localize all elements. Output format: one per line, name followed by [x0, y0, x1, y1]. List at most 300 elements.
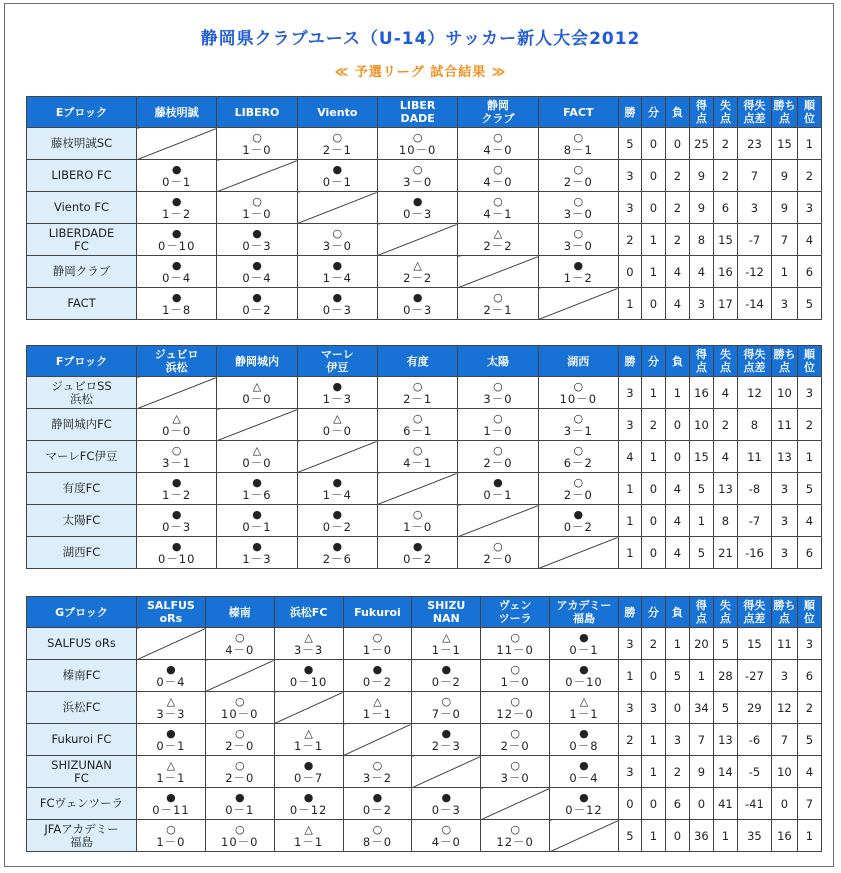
stat-value: 3 — [797, 192, 821, 224]
match-score: 2－0 — [563, 174, 593, 189]
result-mark: △ — [493, 226, 503, 240]
match-score: 0－1 — [242, 519, 272, 534]
match-score: 0－3 — [162, 519, 192, 534]
match-score: 0－12 — [565, 802, 603, 817]
table-row — [27, 441, 822, 473]
match-score: 0－2 — [563, 519, 593, 534]
match-score: 2－3 — [431, 738, 461, 753]
match-result-cell — [458, 473, 538, 505]
match-score: 3－2 — [362, 770, 393, 785]
stat-value: 1 — [713, 820, 737, 852]
match-result-cell — [538, 473, 618, 505]
stat-value: 1 — [771, 256, 797, 288]
match-result-cell — [137, 256, 217, 288]
stat-value: 10 — [771, 756, 797, 788]
match-score: 1－1 — [431, 642, 461, 657]
match-result-cell — [217, 224, 297, 256]
match-result-cell — [217, 505, 297, 537]
column-header-stat: 勝ち 点 — [771, 97, 797, 128]
column-header-team: 太陽 — [458, 346, 538, 377]
stat-value: 7 — [737, 160, 771, 192]
match-result-cell — [137, 473, 217, 505]
self-match-cell — [458, 505, 538, 537]
stat-value: 2 — [665, 756, 689, 788]
match-score: 4－1 — [403, 455, 433, 470]
stat-value: 5 — [797, 288, 821, 320]
match-result-cell — [377, 409, 457, 441]
result-mark: ● — [252, 475, 262, 489]
stat-value: 5 — [618, 820, 641, 852]
match-score: 0－0 — [242, 455, 272, 470]
match-result-cell — [343, 820, 412, 852]
stat-value: 0 — [665, 128, 689, 160]
result-mark: △ — [442, 630, 451, 644]
stat-value: 11 — [737, 441, 771, 473]
result-mark: △ — [166, 758, 176, 772]
stat-value: 15 — [771, 128, 797, 160]
column-header-stat: 分 — [641, 97, 665, 128]
result-mark: ● — [573, 507, 584, 521]
result-mark: ● — [332, 162, 343, 176]
stat-value: 4 — [797, 224, 821, 256]
stat-value: 3 — [618, 377, 641, 409]
stat-value: 3 — [771, 537, 797, 569]
result-mark: ○ — [493, 411, 503, 425]
match-score: 10－0 — [398, 142, 437, 157]
match-result-cell — [377, 441, 457, 473]
stat-value: 12 — [771, 692, 797, 724]
result-mark: ○ — [573, 411, 584, 425]
stat-value: 2 — [665, 224, 689, 256]
match-score: 0－0 — [242, 391, 272, 406]
table-row — [27, 628, 822, 660]
result-mark: ○ — [332, 226, 343, 240]
match-score: 0－10 — [157, 238, 196, 253]
stat-value: -16 — [737, 537, 771, 569]
stat-value: 2 — [641, 628, 665, 660]
match-score: 2－0 — [225, 770, 255, 785]
result-mark: ○ — [493, 290, 503, 304]
match-score: 0－10 — [565, 674, 603, 689]
match-score: 0－1 — [569, 642, 599, 657]
result-mark: ○ — [412, 443, 423, 457]
block-name: Eブロック — [27, 97, 137, 128]
table-row — [27, 128, 822, 160]
stat-value: 9 — [689, 756, 713, 788]
result-mark: △ — [166, 694, 176, 708]
match-result-cell — [412, 660, 481, 692]
result-mark: ● — [441, 790, 452, 804]
match-score: 0－3 — [322, 302, 352, 317]
match-score: 1－4 — [322, 487, 352, 502]
stat-value: 0 — [665, 441, 689, 473]
match-result-cell — [205, 788, 274, 820]
stat-value: 0 — [641, 473, 665, 505]
result-mark: ○ — [412, 507, 423, 521]
result-mark: ● — [332, 539, 343, 553]
match-result-cell — [481, 628, 550, 660]
match-result-cell — [205, 724, 274, 756]
match-score: 2－0 — [563, 487, 593, 502]
match-result-cell — [458, 288, 538, 320]
table-row — [27, 409, 822, 441]
result-mark: ○ — [234, 726, 245, 740]
stat-value: 15 — [737, 628, 771, 660]
match-score: 1－0 — [242, 206, 272, 221]
match-result-cell — [137, 224, 217, 256]
match-score: 12－0 — [496, 834, 534, 849]
result-mark: ○ — [372, 822, 383, 836]
match-result-cell — [550, 660, 619, 692]
team-name: 有度FC — [27, 473, 137, 505]
stat-value: 2 — [713, 409, 737, 441]
match-score: 1－0 — [403, 519, 433, 534]
result-mark: ○ — [412, 130, 423, 144]
match-score: 3－0 — [483, 391, 513, 406]
stat-value: 15 — [713, 224, 737, 256]
match-score: 0－3 — [242, 238, 272, 253]
match-score: 2－0 — [483, 551, 513, 566]
stat-value: 2 — [713, 160, 737, 192]
column-header-team: マーレ 伊豆 — [297, 346, 377, 377]
table-row — [27, 505, 822, 537]
stat-value: 4 — [689, 256, 713, 288]
match-result-cell — [297, 473, 377, 505]
stat-value: 2 — [641, 409, 665, 441]
stat-value: 0 — [641, 288, 665, 320]
stat-value: 0 — [641, 505, 665, 537]
stat-value: 3 — [618, 192, 641, 224]
self-match-cell — [217, 409, 297, 441]
result-mark: ● — [579, 630, 589, 644]
match-result-cell — [458, 192, 538, 224]
self-match-cell — [377, 473, 457, 505]
stat-value: 4 — [665, 505, 689, 537]
match-result-cell — [297, 537, 377, 569]
match-result-cell — [481, 820, 550, 852]
stat-value: 1 — [641, 441, 665, 473]
result-mark: ● — [573, 258, 584, 272]
result-mark: ● — [171, 290, 182, 304]
table-row — [27, 377, 822, 409]
stat-value: 3 — [771, 288, 797, 320]
match-result-cell — [377, 256, 457, 288]
column-header-stat: 失 点 — [713, 597, 737, 628]
result-mark: ● — [412, 194, 423, 208]
match-result-cell — [137, 724, 206, 756]
column-header-stat: 得失 点差 — [737, 346, 771, 377]
column-header-stat: 得失 点差 — [737, 97, 771, 128]
result-mark: ○ — [441, 822, 452, 836]
stat-value: 15 — [689, 441, 713, 473]
match-score: 0－7 — [294, 770, 324, 785]
team-name: 榛南FC — [27, 660, 137, 692]
match-result-cell — [343, 628, 412, 660]
match-result-cell — [274, 628, 343, 660]
result-mark: ○ — [234, 758, 245, 772]
result-mark: ○ — [573, 443, 584, 457]
stat-value: 10 — [771, 377, 797, 409]
match-result-cell — [538, 505, 618, 537]
stat-value: 5 — [713, 692, 737, 724]
column-header-team: ヴェン ツーラ — [481, 597, 550, 628]
result-mark: ○ — [510, 630, 520, 644]
stat-value: 3 — [618, 628, 641, 660]
result-mark: ● — [579, 790, 589, 804]
result-mark: ○ — [493, 194, 503, 208]
match-score: 1－0 — [500, 674, 530, 689]
match-score: 1－2 — [162, 206, 192, 221]
column-header-stat: 得 点 — [689, 597, 713, 628]
match-result-cell — [274, 756, 343, 788]
match-result-cell — [458, 409, 538, 441]
stat-value: 1 — [689, 505, 713, 537]
match-score: 0－4 — [156, 674, 186, 689]
stat-value: 5 — [797, 473, 821, 505]
stat-value: 1 — [665, 377, 689, 409]
stat-value: 4 — [665, 288, 689, 320]
column-header-team: SHIZU NAN — [412, 597, 481, 628]
result-mark: ○ — [510, 662, 520, 676]
match-score: 0－2 — [322, 519, 352, 534]
self-match-cell — [538, 537, 618, 569]
column-header-stat: 得失 点差 — [737, 597, 771, 628]
result-mark: ○ — [573, 194, 584, 208]
result-mark: ● — [252, 258, 262, 272]
match-result-cell — [481, 692, 550, 724]
match-score: 1－6 — [242, 487, 272, 502]
match-result-cell — [217, 128, 297, 160]
result-mark: ○ — [234, 822, 245, 836]
stat-value: -12 — [737, 256, 771, 288]
league-table-1 — [26, 96, 822, 320]
result-mark: ● — [412, 539, 423, 553]
table-row — [27, 660, 822, 692]
result-mark: ● — [234, 790, 245, 804]
match-score: 1－3 — [242, 551, 272, 566]
match-score: 7－0 — [431, 706, 461, 721]
column-header-stat: 勝 — [618, 97, 641, 128]
match-score: 2－2 — [403, 270, 433, 285]
stat-value: 1 — [797, 820, 821, 852]
stat-value: 9 — [689, 192, 713, 224]
match-result-cell — [412, 820, 481, 852]
match-score: 2－2 — [483, 238, 513, 253]
column-header-stat: 順 位 — [797, 97, 821, 128]
stat-value: -5 — [737, 756, 771, 788]
column-header-team: 有度 — [377, 346, 457, 377]
stat-value: 2 — [618, 224, 641, 256]
stat-value: 5 — [713, 628, 737, 660]
match-result-cell — [458, 128, 538, 160]
stat-value: 3 — [771, 660, 797, 692]
stat-value: 1 — [618, 288, 641, 320]
team-name: FACT — [27, 288, 137, 320]
stat-value: 3 — [689, 288, 713, 320]
stat-value: 0 — [641, 788, 665, 820]
league-table-3 — [26, 596, 822, 852]
match-result-cell — [412, 628, 481, 660]
column-header-team: LIBERO — [217, 97, 297, 128]
column-header-team: LIBER DADE — [377, 97, 457, 128]
result-mark: ○ — [412, 379, 423, 393]
match-result-cell — [217, 377, 297, 409]
match-result-cell — [538, 160, 618, 192]
stat-value: 11 — [771, 628, 797, 660]
match-score: 4－0 — [225, 642, 255, 657]
stat-value: 0 — [665, 820, 689, 852]
match-result-cell — [217, 256, 297, 288]
stat-value: 13 — [771, 441, 797, 473]
match-score: 0－2 — [362, 674, 393, 689]
stat-value: -6 — [737, 724, 771, 756]
self-match-cell — [205, 660, 274, 692]
stat-value: 5 — [665, 660, 689, 692]
column-header-team: SALFUS oRs — [137, 597, 206, 628]
team-name: SHIZUNAN FC — [27, 756, 137, 788]
match-result-cell — [217, 537, 297, 569]
stat-value: 1 — [665, 628, 689, 660]
stat-value: 6 — [797, 256, 821, 288]
self-match-cell — [297, 192, 377, 224]
match-score: 4－0 — [483, 142, 513, 157]
match-score: 1－4 — [322, 270, 352, 285]
stat-value: 1 — [618, 505, 641, 537]
team-name: 太陽FC — [27, 505, 137, 537]
result-mark: ● — [372, 790, 383, 804]
column-header-team: ジュビロ 浜松 — [137, 346, 217, 377]
self-match-cell — [412, 756, 481, 788]
match-result-cell — [297, 160, 377, 192]
match-score: 0－1 — [156, 738, 186, 753]
match-result-cell — [274, 660, 343, 692]
match-score: 3－0 — [563, 206, 593, 221]
stat-value: 8 — [689, 224, 713, 256]
column-header-stat: 得 点 — [689, 346, 713, 377]
self-match-cell — [274, 692, 343, 724]
match-result-cell — [205, 820, 274, 852]
self-match-cell — [137, 628, 206, 660]
team-name: 静岡城内FC — [27, 409, 137, 441]
match-score: 4－1 — [483, 206, 513, 221]
team-name: SALFUS oRs — [27, 628, 137, 660]
match-score: 0－4 — [162, 270, 192, 285]
match-score: 0－0 — [162, 423, 192, 438]
match-result-cell — [343, 756, 412, 788]
match-result-cell — [481, 724, 550, 756]
stat-value: 2 — [797, 409, 821, 441]
match-result-cell — [137, 505, 217, 537]
result-mark: ● — [166, 790, 176, 804]
result-mark: ● — [303, 758, 314, 772]
result-mark: ○ — [332, 130, 343, 144]
result-mark: △ — [333, 411, 342, 425]
match-score: 1－1 — [569, 706, 599, 721]
team-name: マーレFC伊豆 — [27, 441, 137, 473]
match-result-cell — [538, 224, 618, 256]
stat-value: 5 — [618, 128, 641, 160]
result-mark: ● — [412, 290, 423, 304]
stat-value: 7 — [771, 224, 797, 256]
match-score: 1－0 — [483, 423, 513, 438]
self-match-cell — [297, 441, 377, 473]
match-result-cell — [550, 788, 619, 820]
table-row — [27, 692, 822, 724]
match-score: 0－11 — [152, 802, 190, 817]
match-result-cell — [137, 160, 217, 192]
stat-value: 0 — [665, 692, 689, 724]
match-result-cell — [458, 537, 538, 569]
stat-value: 34 — [689, 692, 713, 724]
stat-value: 3 — [618, 692, 641, 724]
team-name: 藤枝明誠SC — [27, 128, 137, 160]
match-score: 0－1 — [483, 487, 513, 502]
match-result-cell — [550, 692, 619, 724]
match-result-cell — [458, 441, 538, 473]
stat-value: 11 — [771, 409, 797, 441]
stat-value: -27 — [737, 660, 771, 692]
stat-value: -14 — [737, 288, 771, 320]
stat-value: 7 — [689, 724, 713, 756]
table-row — [27, 788, 822, 820]
result-mark: ○ — [493, 539, 503, 553]
match-score: 4－0 — [431, 834, 461, 849]
result-mark: ● — [579, 726, 589, 740]
stat-value: 16 — [713, 256, 737, 288]
match-score: 3－3 — [294, 642, 324, 657]
table-row — [27, 537, 822, 569]
match-result-cell — [274, 724, 343, 756]
match-score: 0－12 — [289, 802, 328, 817]
stat-value: 6 — [797, 537, 821, 569]
result-mark: ○ — [441, 694, 452, 708]
stat-value: 1 — [618, 660, 641, 692]
result-mark: ○ — [510, 758, 520, 772]
result-mark: ● — [332, 379, 343, 393]
self-match-cell — [377, 224, 457, 256]
match-result-cell — [137, 788, 206, 820]
match-score: 0－2 — [362, 802, 393, 817]
stat-value: 13 — [713, 724, 737, 756]
result-mark: ● — [171, 162, 182, 176]
match-score: 0－4 — [242, 270, 272, 285]
match-score: 2－1 — [483, 302, 513, 317]
result-mark: ● — [493, 475, 503, 489]
match-result-cell — [343, 788, 412, 820]
stat-value: 4 — [713, 377, 737, 409]
stat-value: 1 — [641, 756, 665, 788]
match-score: 10－0 — [559, 391, 598, 406]
result-mark: ● — [171, 258, 182, 272]
match-score: 0－3 — [403, 302, 433, 317]
stat-value: 36 — [689, 820, 713, 852]
stat-value: 4 — [665, 256, 689, 288]
column-header-stat: 勝ち 点 — [771, 597, 797, 628]
match-result-cell — [377, 192, 457, 224]
column-header-stat: 失 点 — [713, 346, 737, 377]
stat-value: 3 — [618, 756, 641, 788]
match-result-cell — [137, 756, 206, 788]
self-match-cell — [343, 724, 412, 756]
column-header-stat: 分 — [641, 346, 665, 377]
match-result-cell — [205, 756, 274, 788]
stat-value: 5 — [689, 537, 713, 569]
stat-value: 4 — [797, 756, 821, 788]
stat-value: 21 — [713, 537, 737, 569]
table-row — [27, 820, 822, 852]
result-mark: ○ — [372, 630, 383, 644]
match-score: 3－0 — [403, 174, 433, 189]
